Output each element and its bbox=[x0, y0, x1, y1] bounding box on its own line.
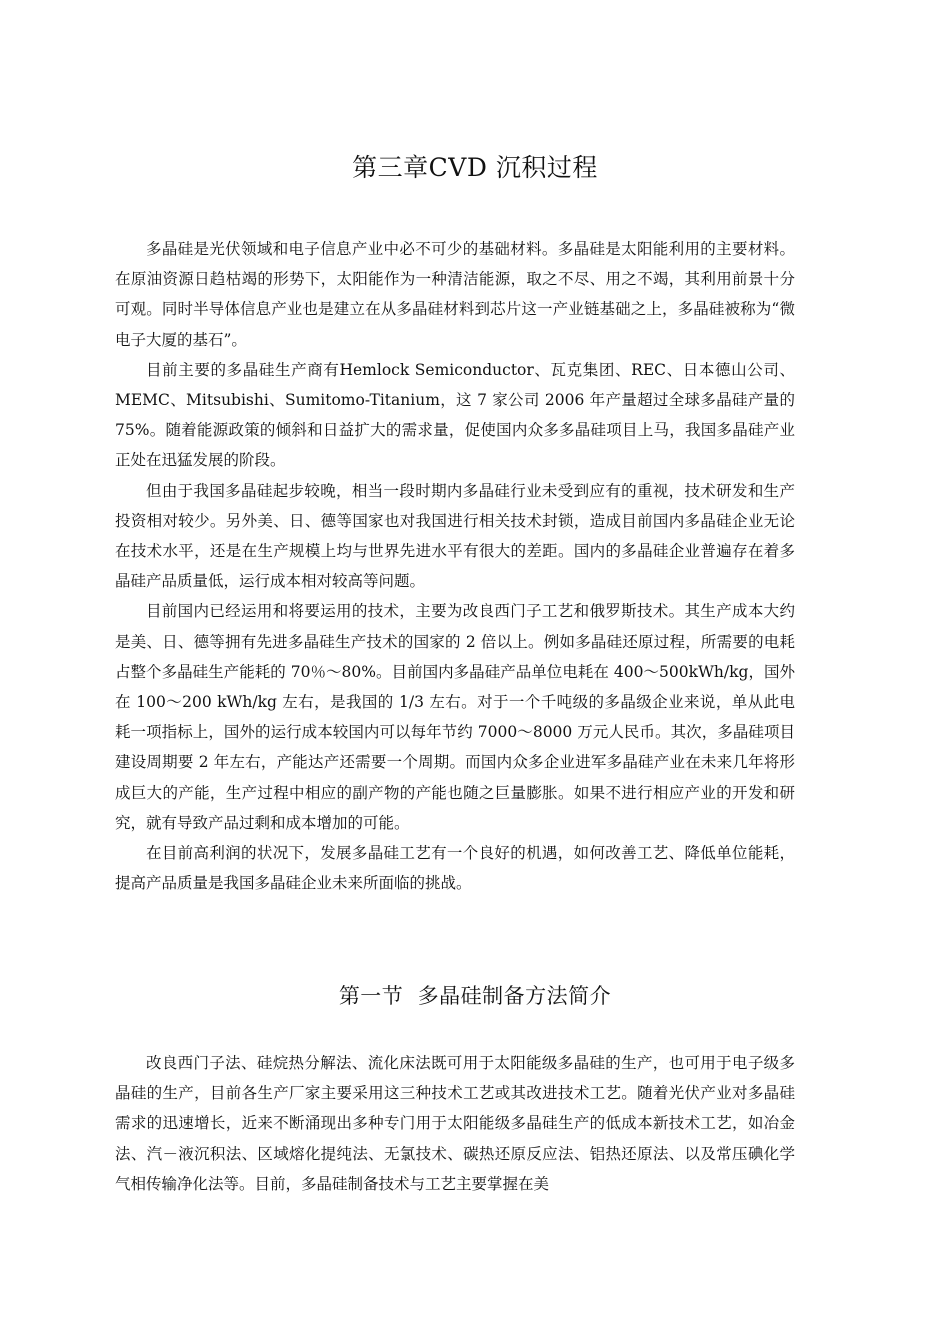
intro-text-block bbox=[115, 234, 795, 898]
intro-paragraph-5: 在目前高利润的状况下，发展多晶硅工艺有一个良好的机遇，如何改善工艺、降低单位能耗，提高产品质量是我国多晶硅企业未来所面临的挑战。 bbox=[115, 844, 795, 893]
chapter-title: 第三章CVD 沉积过程 bbox=[352, 153, 598, 182]
intro-paragraph-4: 目前国内已经运用和将要运用的技术，主要为改良西门子工艺和俄罗斯技术。其生产成本大约是美、日、德等拥有先进多晶硅生产技术的国家的 2 倍以上。例如多晶硅还原过程，所需要的电耗占整个多晶硅生产能耗的 70％～80%。目前国内多晶硅产品单位电耗在 400～500kWh/kg，国外在 100～200 kWh/kg 左右，是我国的 1/3 左右。对于一个千吨级的多晶级企业来说，单从此电耗一项指标上，国外的运行成本较国内可以每年节约 7000～8000 万元人民币。其次，多晶硅项目建设周期要 2 年左右，产能达产还需要一个周期。而国内众多企业进军多晶硅产业在未来几年将形成巨大的产能，生产过程中相应的副产物的产能也随之巨量膨胀。如果不进行相应产业的开发和研究，就有导致产品过剩和成本增加的可能。 bbox=[115, 602, 795, 832]
intro-paragraph-3: 但由于我国多晶硅起步较晚，相当一段时期内多晶硅行业未受到应有的重视，技术研发和生产投资相对较少。另外美、日、德等国家也对我国进行相关技术封锁，造成目前国内多晶硅企业无论在技术水平，还是在生产规模上均与世界先进水平有很大的差距。国内的多晶硅企业普遍存在着多晶硅产品质量低，运行成本相对较高等问题。 bbox=[115, 481, 795, 591]
section-title: 第一节 多晶硅制备方法简介 bbox=[338, 984, 612, 1008]
section-paragraph-1: 改良西门子法、硅烷热分解法、流化床法既可用于太阳能级多晶硅的生产，也可用于电子级多晶硅的生产，目前各生产厂家主要采用这三种技术工艺或其改进技术工艺。随着光伏产业对多晶硅需求的迅速增长，近来不断涌现出多种专门用于太阳能级多晶硅生产的低成本新技术工艺，如冶金法、汽－液沉积法、区域熔化提纯法、无氯技术、碳热还原反应法、铝热还原法、以及常压碘化学气相传输净化法等。目前，多晶硅制备技术与工艺主要掌握在美 bbox=[115, 1054, 795, 1193]
section-text-block bbox=[115, 1048, 795, 1199]
intro-paragraph-1: 多晶硅是光伏领域和电子信息产业中必不可少的基础材料。多晶硅是太阳能利用的主要材料。在原油资源日趋枯竭的形势下，太阳能作为一种清洁能源，取之不尽、用之不竭，其利用前景十分可观。同时半导体信息产业也是建立在从多晶硅材料到芯片这一产业链基础之上，多晶硅被称为“微电子大厦的基石”。 bbox=[115, 240, 795, 349]
intro-paragraph-2: 目前主要的多晶硅生产商有Hemlock Semiconductor、瓦克集团、REC、日本德山公司、MEMC、Mitsubishi、Sumitomo-Titanium，这 7 家公司 2006 年产量超过全球多晶硅产量的 75%。随着能源政策的倾斜和日益扩大的需求量，促使国内众多多晶硅项目上马，我国多晶硅产业正处在迅猛发展的阶段。 bbox=[115, 360, 795, 470]
